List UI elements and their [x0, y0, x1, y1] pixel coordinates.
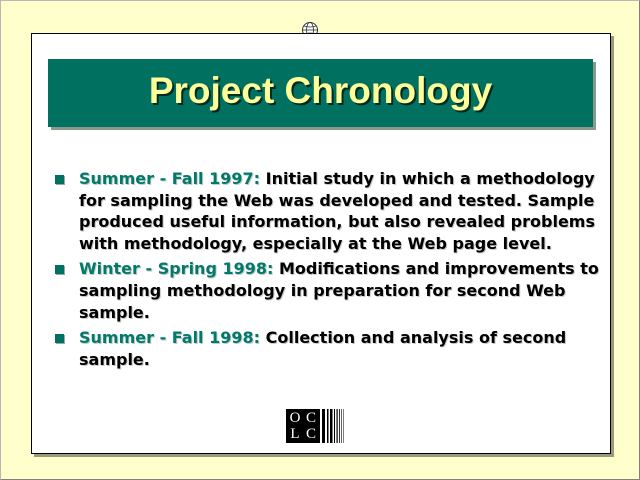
bullet-list — [55, 168, 600, 374]
square-bullet-icon — [55, 265, 64, 274]
logo-letter: O — [287, 410, 303, 426]
bullet-item — [55, 258, 600, 323]
square-bullet-icon — [55, 334, 64, 343]
logo-letters — [287, 410, 319, 442]
bullet-text: Collection and analysis of second sample. — [79, 328, 567, 369]
title-bar — [48, 59, 593, 127]
logo-letter: L — [287, 426, 303, 442]
bullet-date: Summer - Fall 1998: — [79, 328, 261, 348]
oclc-logo — [286, 409, 346, 443]
bullet-date: Winter - Spring 1998: — [79, 259, 274, 279]
bullet-item — [55, 168, 600, 254]
bullet-text: Initial study in which a methodology for sampling the Web was developed and tested. Sample produced useful information, but also revealed problems with methodology, especially at the Web page level. — [79, 169, 595, 253]
slide-title: Project Chronology — [148, 70, 493, 111]
bullet-item — [55, 327, 600, 370]
logo-letter: C — [303, 426, 319, 442]
bullet-text: Modifications and improvements to sampling methodology in preparation for second Web sample. — [79, 259, 599, 322]
bullet-date: Summer - Fall 1997: — [79, 169, 261, 188]
square-bullet-icon — [55, 175, 64, 184]
logo-letter: C — [303, 410, 319, 426]
barcode-icon — [322, 409, 346, 443]
logo-box — [286, 409, 320, 443]
